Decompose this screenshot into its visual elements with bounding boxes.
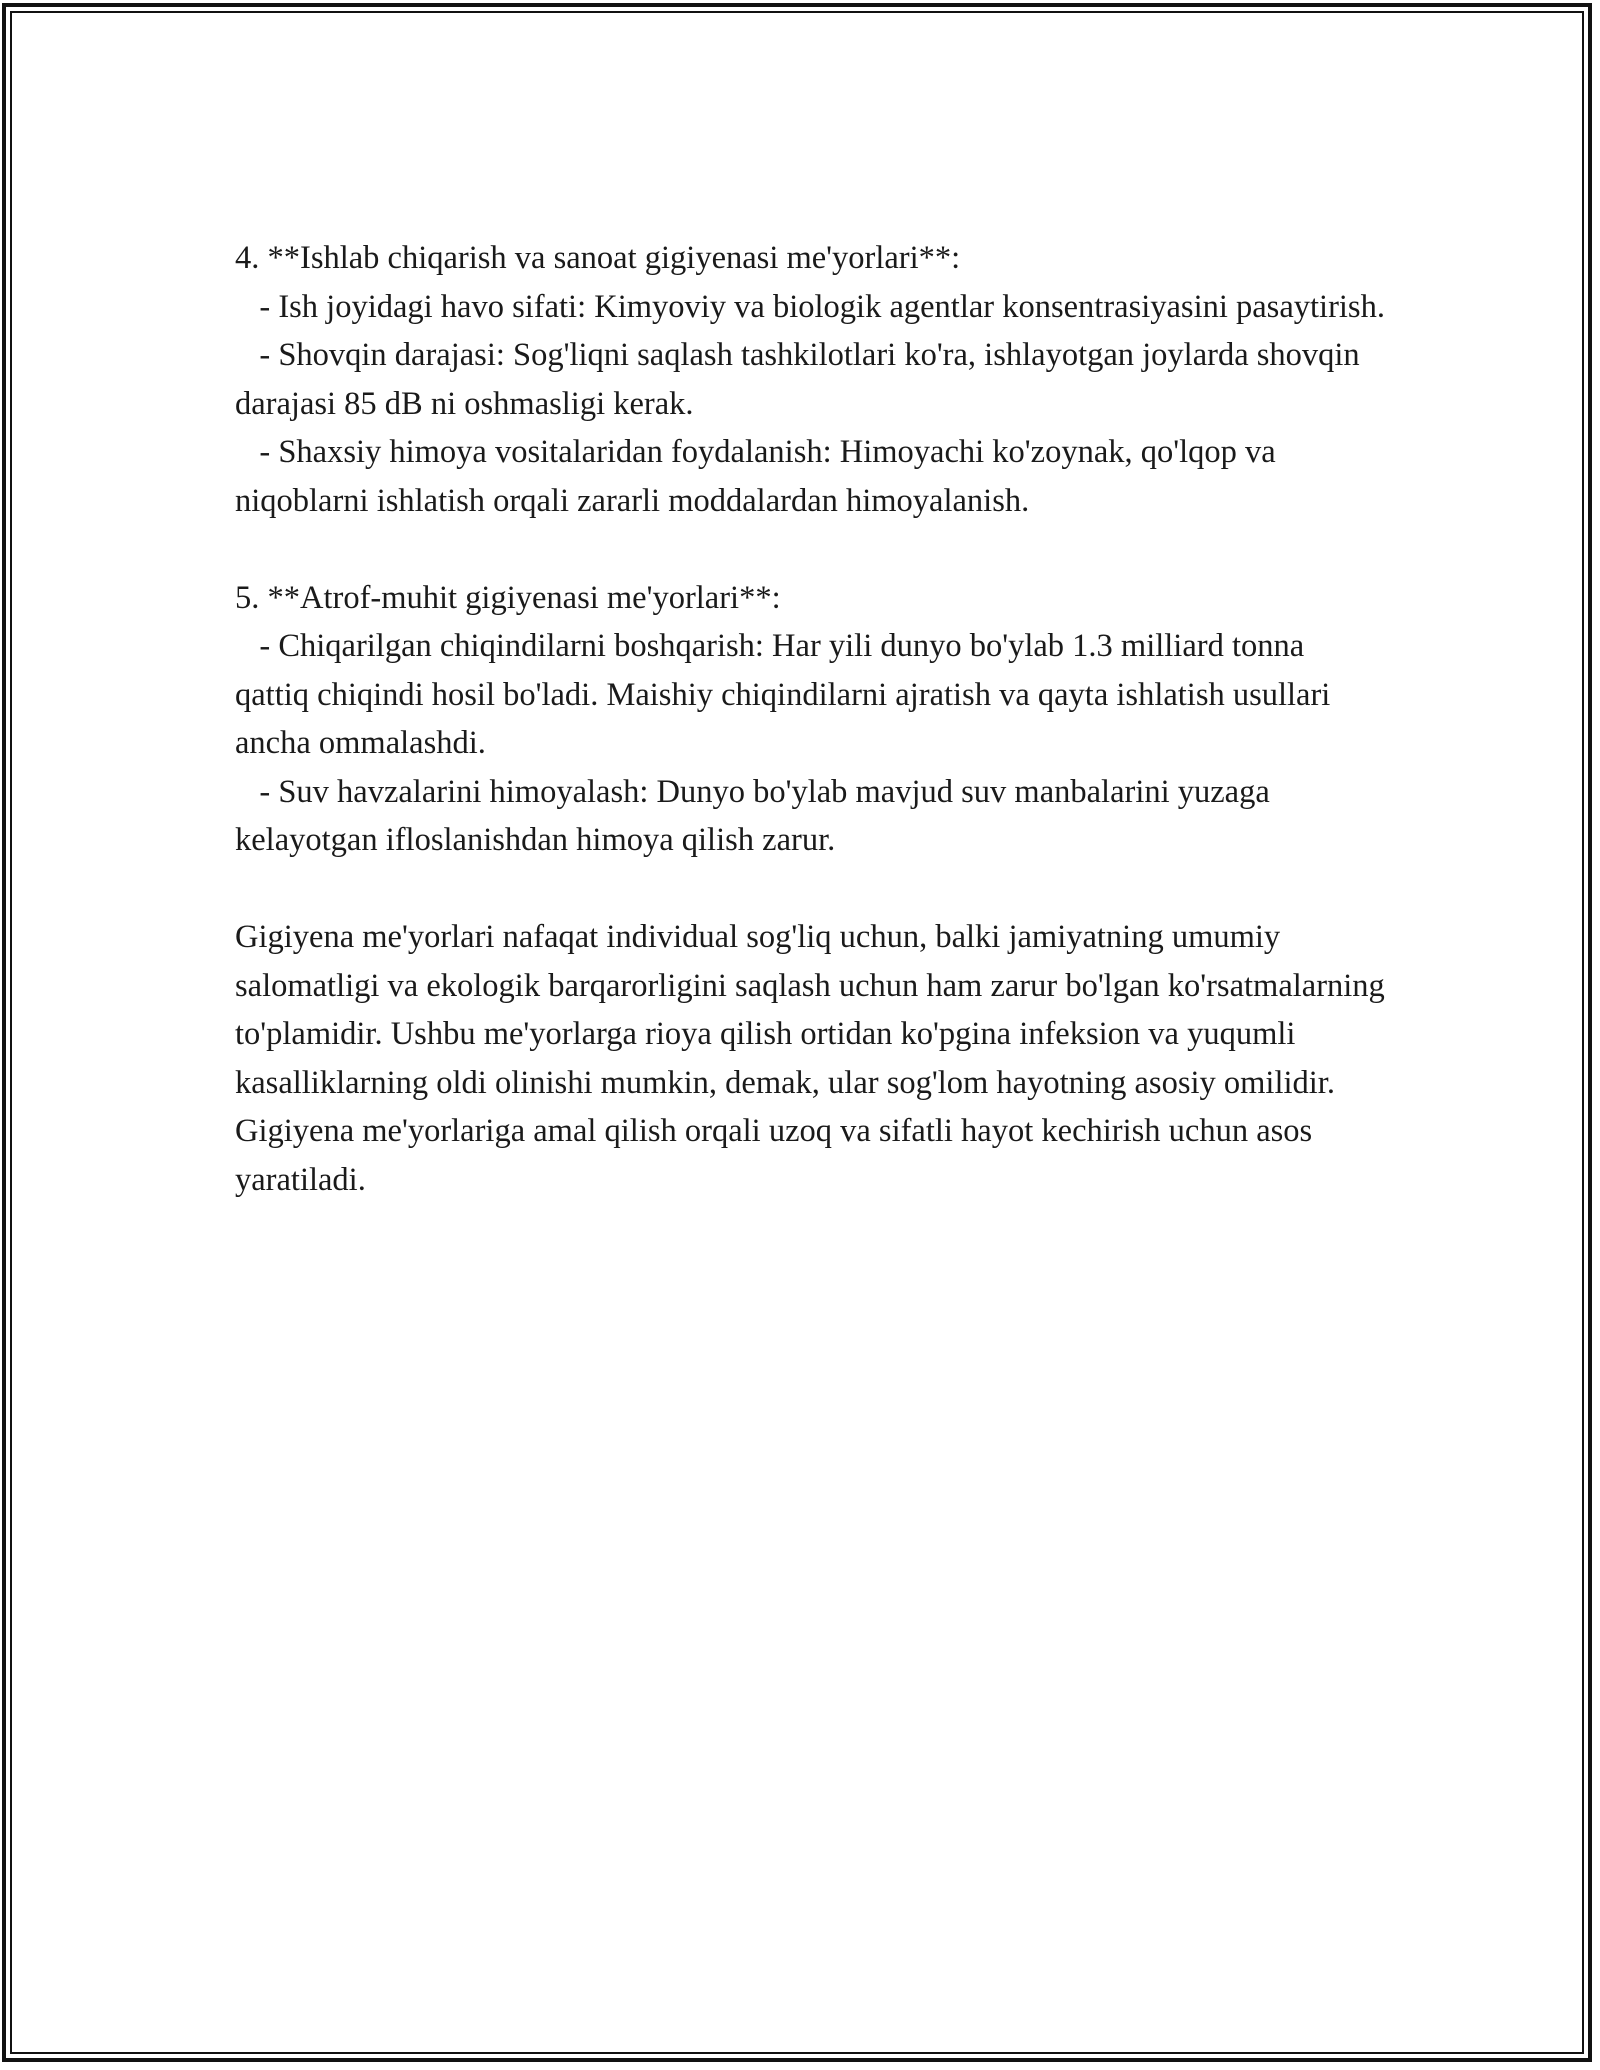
section-4-item-protective-equipment: - Shaxsiy himoya vositalaridan foydalanish: Himoyachi ko'zoynak, qo'lqop va niqoblarni ishlatish orqali zararli moddalardan himoyalanish. (235, 434, 1284, 519)
section-5-item-water-protection: - Suv havzalarini himoyalash: Dunyo bo'ylab mavjud suv manbalarini yuzaga kelayotgan ifloslanishdan himoya qilish zarur. (235, 773, 1278, 858)
section-4-item-noise-level: - Shovqin darajasi: Sog'liqni saqlash tashkilotlari ko'ra, ishlayotgan joylarda shovqin darajasi 85 dB ni oshmasligi kerak. (235, 337, 1368, 422)
section-5-heading: 5. **Atrof-muhit gigiyenasi me'yorlari**: (235, 579, 781, 616)
section-4-item-air-quality: - Ish joyidagi havo sifati: Kimyoviy va biologik agentlar konsentrasiyasini pasaytirish. (235, 288, 1385, 325)
document-body (235, 234, 1393, 1204)
section-5-item-waste-management: - Chiqarilgan chiqindilarni boshqarish: Har yili dunyo bo'ylab 1.3 milliard tonna qattiq chiqindi hosil bo'ladi. Maishiy chiqindilarni ajratish va qayta ishlatish usullari ancha ommalashdi. (235, 628, 1339, 761)
paragraph-gap (235, 525, 1385, 574)
conclusion-paragraph: Gigiyena me'yorlari nafaqat individual sog'liq uchun, balki jamiyatning umumiy salomatligi va ekologik barqarorligini saqlash uchun ham zarur bo'lgan ko'rsatmalarning to'plamidir. Ushbu me'yorlarga rioya qilish ortidan ko'pgina infeksion va yuqumli kasalliklarning oldi olinishi mumkin, demak, ular sog'lom hayotning asosiy omilidir. Gigiyena me'yorlariga amal qilish orqali uzoq va sifatli hayot kechirish uchun asos yaratiladi. (235, 919, 1393, 1198)
paragraph-gap (235, 865, 1385, 914)
section-4-heading: 4. **Ishlab chiqarish va sanoat gigiyenasi me'yorlari**: (235, 240, 961, 276)
